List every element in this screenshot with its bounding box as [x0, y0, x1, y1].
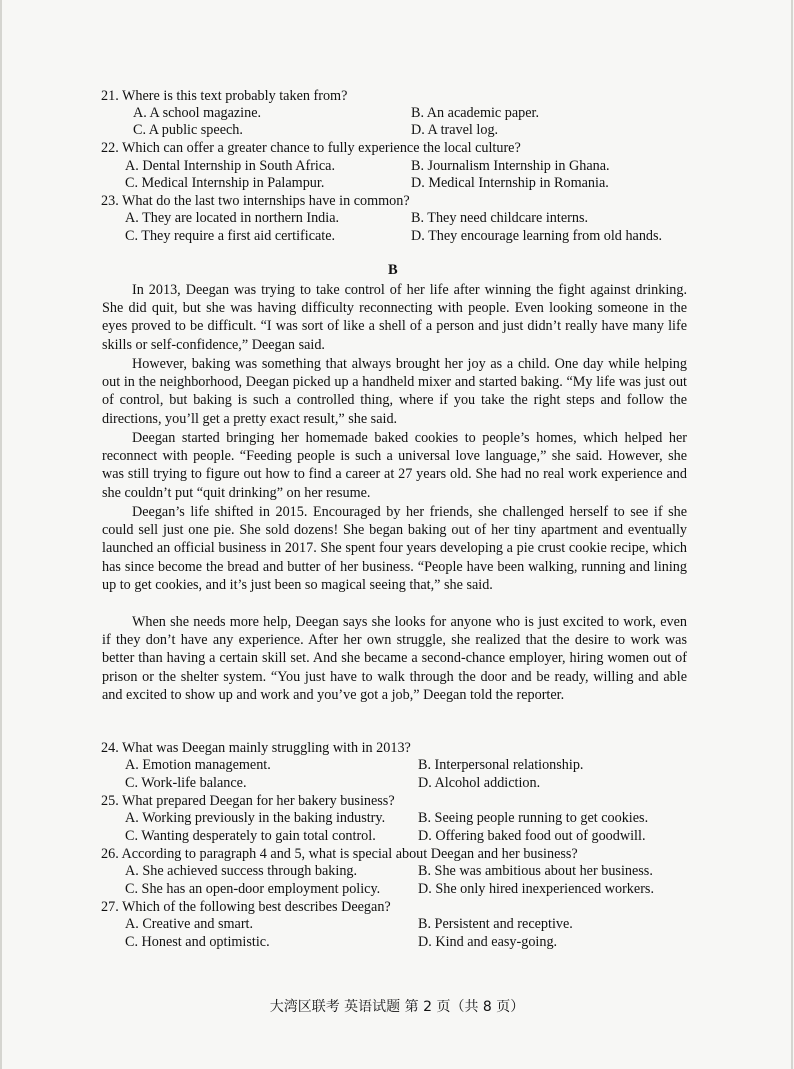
question-21-stem: 21. Where is this text probably taken from?	[101, 88, 348, 104]
question-21-option-d: D. A travel log.	[411, 122, 499, 138]
question-22-option-d: D. Medical Internship in Romania.	[411, 175, 609, 191]
question-21-option-b: B. An academic paper.	[411, 105, 540, 121]
question-24-option-b: B. Interpersonal relationship.	[418, 757, 584, 773]
passage-paragraph-3: Deegan started bringing her homemade baked cookies to people’s homes, which helped her reconnect with people. “Feeding people is such a universal love language,” she said. However, she was still trying to figure out how to find a career at 27 years old. She had no real work experience and she couldn’t put “quit drinking” on her resume.	[102, 430, 687, 501]
question-26-stem: 26. According to paragraph 4 and 5, what is special about Deegan and her business?	[101, 846, 578, 862]
question-27-option-d: D. Kind and easy-going.	[418, 934, 558, 950]
question-21-option-c: C. A public speech.	[133, 122, 243, 138]
question-25-option-c: C. Wanting desperately to gain total control.	[125, 828, 376, 844]
question-22-option-b: B. Journalism Internship in Ghana.	[411, 158, 610, 174]
question-26-option-a: A. She achieved success through baking.	[125, 863, 358, 879]
question-25-stem: 25. What prepared Deegan for her bakery business?	[101, 793, 395, 809]
question-23-stem: 23. What do the last two internships have in common?	[101, 193, 410, 209]
question-22-option-c: C. Medical Internship in Palampur.	[125, 175, 325, 191]
question-25-option-a: A. Working previously in the baking industry.	[125, 810, 386, 826]
scan-edge-left	[0, 0, 2, 1069]
question-22-stem: 22. Which can offer a greater chance to fully experience the local culture?	[101, 140, 521, 156]
passage-paragraph-2: However, baking was something that always brought her joy as a child. One day while helping out in the neighborhood, Deegan picked up a handheld mixer and started baking. “My life was just out of control, but baking is such a controlled thing, where if you take the right steps and follow the directions, you’ll get a pretty exact result,” she said.	[102, 356, 687, 427]
scan-edge-right	[791, 0, 793, 1069]
page-footer: 大湾区联考 英语试题 第 2 页（共 8 页）	[269, 999, 525, 1015]
question-24-option-d: D. Alcohol addiction.	[418, 775, 541, 791]
question-22-option-a: A. Dental Internship in South Africa.	[125, 158, 336, 174]
question-23-option-b: B. They need childcare interns.	[411, 210, 589, 226]
question-27-option-c: C. Honest and optimistic.	[125, 934, 270, 950]
passage-paragraph-5: When she needs more help, Deegan says she looks for anyone who is just excited to work, even if they don’t have any experience. After her own struggle, she realized that the desire to work was better than having a certain skill set. And she became a second-chance employer, hiring women out of prison or the shelter system. “You just have to walk through the door and be ready, willing and able and excited to show up and work and you’ve got a job,” Deegan told the reporter.	[102, 614, 687, 703]
question-21-option-a: A. A school magazine.	[133, 105, 262, 121]
question-26-option-c: C. She has an open-door employment policy.	[125, 881, 381, 897]
section-b-title: B	[388, 262, 398, 278]
question-24-option-c: C. Work-life balance.	[125, 775, 247, 791]
question-23-option-a: A. They are located in northern India.	[125, 210, 340, 226]
question-26-option-d: D. She only hired inexperienced workers.	[418, 881, 654, 897]
question-26-option-b: B. She was ambitious about her business.	[418, 863, 653, 879]
passage-paragraph-4: Deegan’s life shifted in 2015. Encouraged by her friends, she challenged herself to see if she could sell just one pie. She sold dozens! She began baking out of her tiny apartment and eventually launched an official business in 2017. She spent four years developing a pie crust cookie recipe, which has since become the bread and butter of her business. “People have been walking, running and lining up to get cookies, and it’s just been so magical seeing that,” she said.	[102, 504, 687, 593]
question-25-option-d: D. Offering baked food out of goodwill.	[418, 828, 646, 844]
question-24-stem: 24. What was Deegan mainly struggling with in 2013?	[101, 740, 411, 756]
question-23-option-d: D. They encourage learning from old hands.	[411, 228, 663, 244]
question-23-option-c: C. They require a first aid certificate.	[125, 228, 336, 244]
question-27-stem: 27. Which of the following best describes Deegan?	[101, 899, 391, 915]
question-24-option-a: A. Emotion management.	[125, 757, 271, 773]
question-27-option-a: A. Creative and smart.	[125, 916, 254, 932]
question-25-option-b: B. Seeing people running to get cookies.	[418, 810, 649, 826]
question-27-option-b: B. Persistent and receptive.	[418, 916, 573, 932]
passage-paragraph-1: In 2013, Deegan was trying to take control of her life after winning the fight against drinking. She did quit, but she was having difficulty reconnecting with people. Even looking someone in the eyes proved to be difficult. “I was sort of like a shell of a person and just didn’t really have many life skills or self-confidence,” Deegan said.	[102, 282, 687, 353]
